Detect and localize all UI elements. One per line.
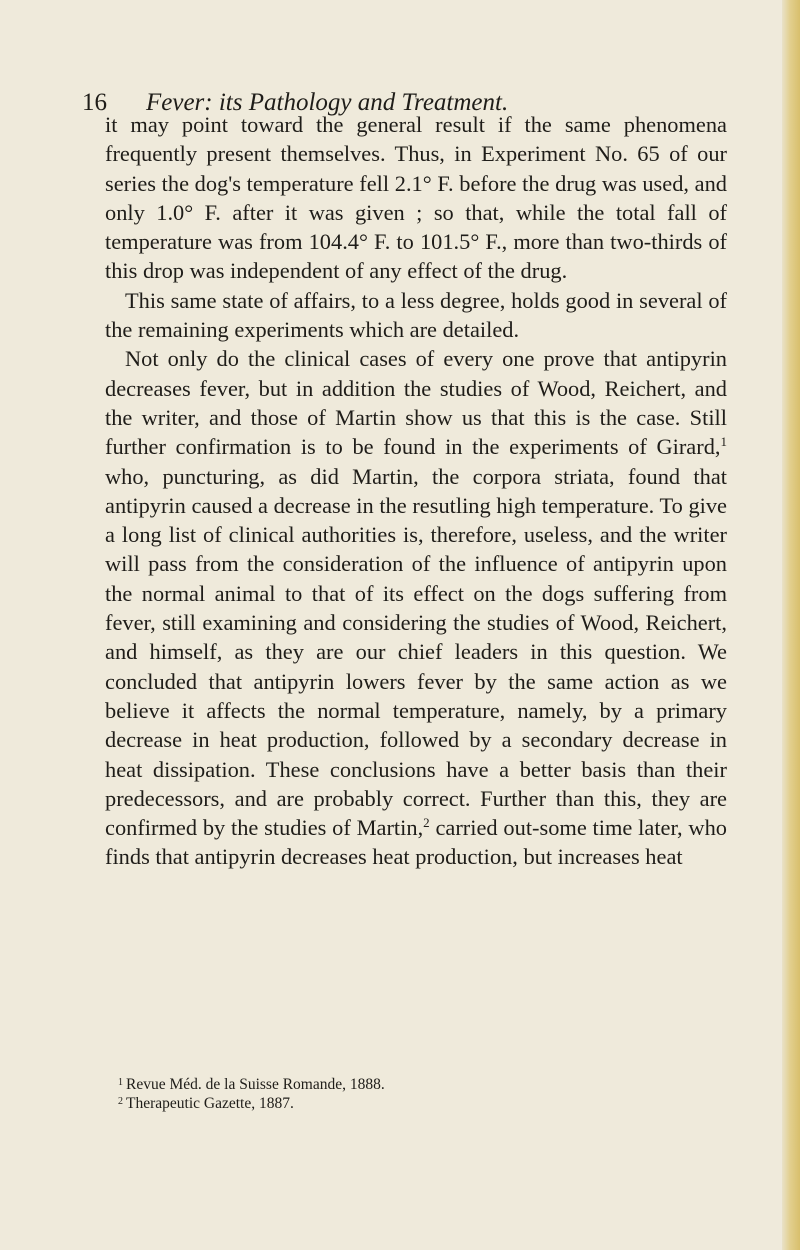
footnote-2-mark: 2 — [118, 1096, 123, 1107]
footnote-ref-2: 2 — [423, 815, 430, 831]
body-text — [105, 110, 727, 872]
footnote-2-text: Therapeutic Gazette, 1887. — [126, 1095, 294, 1112]
running-title: Fever: its Pathology and Treatment. — [146, 89, 509, 116]
paragraph-1: it may point toward the general result if the same phenomena frequently present themselves. Thus, in Experiment No. 65 of our series the dog's temperature fell 2.1° F. before the drug was used, and only 1.0° F. after it was given ; so that, while the total fall of temperature was from 104.4° F. to 101.5° F., more than two-thirds of this drop was independent of any effect of the drug. — [105, 112, 727, 284]
page-edge — [782, 0, 800, 1250]
footnote-1-text: Revue Méd. de la Suisse Romande, 1888. — [126, 1076, 385, 1093]
footnotes — [118, 1075, 718, 1113]
footnote-1-mark: 1 — [118, 1077, 123, 1088]
footnote-2 — [118, 1094, 718, 1113]
paragraph-2: This same state of affairs, to a less degree, holds good in several of the remaining experiments which are detailed. — [105, 287, 727, 343]
paragraph-3-text-b: who, puncturing, as did Martin, the corpora striata, found that antipyrin caused a decrease in the resutling high temperature. To give a long list of clinical authorities is, therefore, useless, and the writer will pass from the consideration of the influence of antipyrin upon the normal animal to that of its effect on the dogs suffering from fever, still examining and considering the studies of Wood, Reichert, and himself, as they are our chief leaders in this question. We concluded that antipyrin lowers fever by the same action as we believe it affects the normal temperature, namely, by a primary decrease in heat production, followed by a secondary decrease in heat dissipation. These conclusions have a better basis than their predecessors, and are probably correct. Further than this, they are confirmed by the studies of Martin, — [105, 463, 727, 841]
footnote-1 — [118, 1075, 718, 1094]
footnote-ref-1: 1 — [720, 434, 727, 450]
paragraph-3-text-c: carried out-some time later, who finds that antipyrin decreases heat production, but increases heat — [105, 815, 727, 870]
page-number: 16 — [82, 89, 107, 116]
paragraph-3-text-a: Not only do the clinical cases of every one prove that antipyrin decreases fever, but in addition the studies of Wood, Reichert, and the writer, and those of Martin show us that this is the case. Still further confirmation is to be found in the experiments of Girard, — [105, 346, 727, 460]
paragraph-3 — [105, 344, 727, 871]
